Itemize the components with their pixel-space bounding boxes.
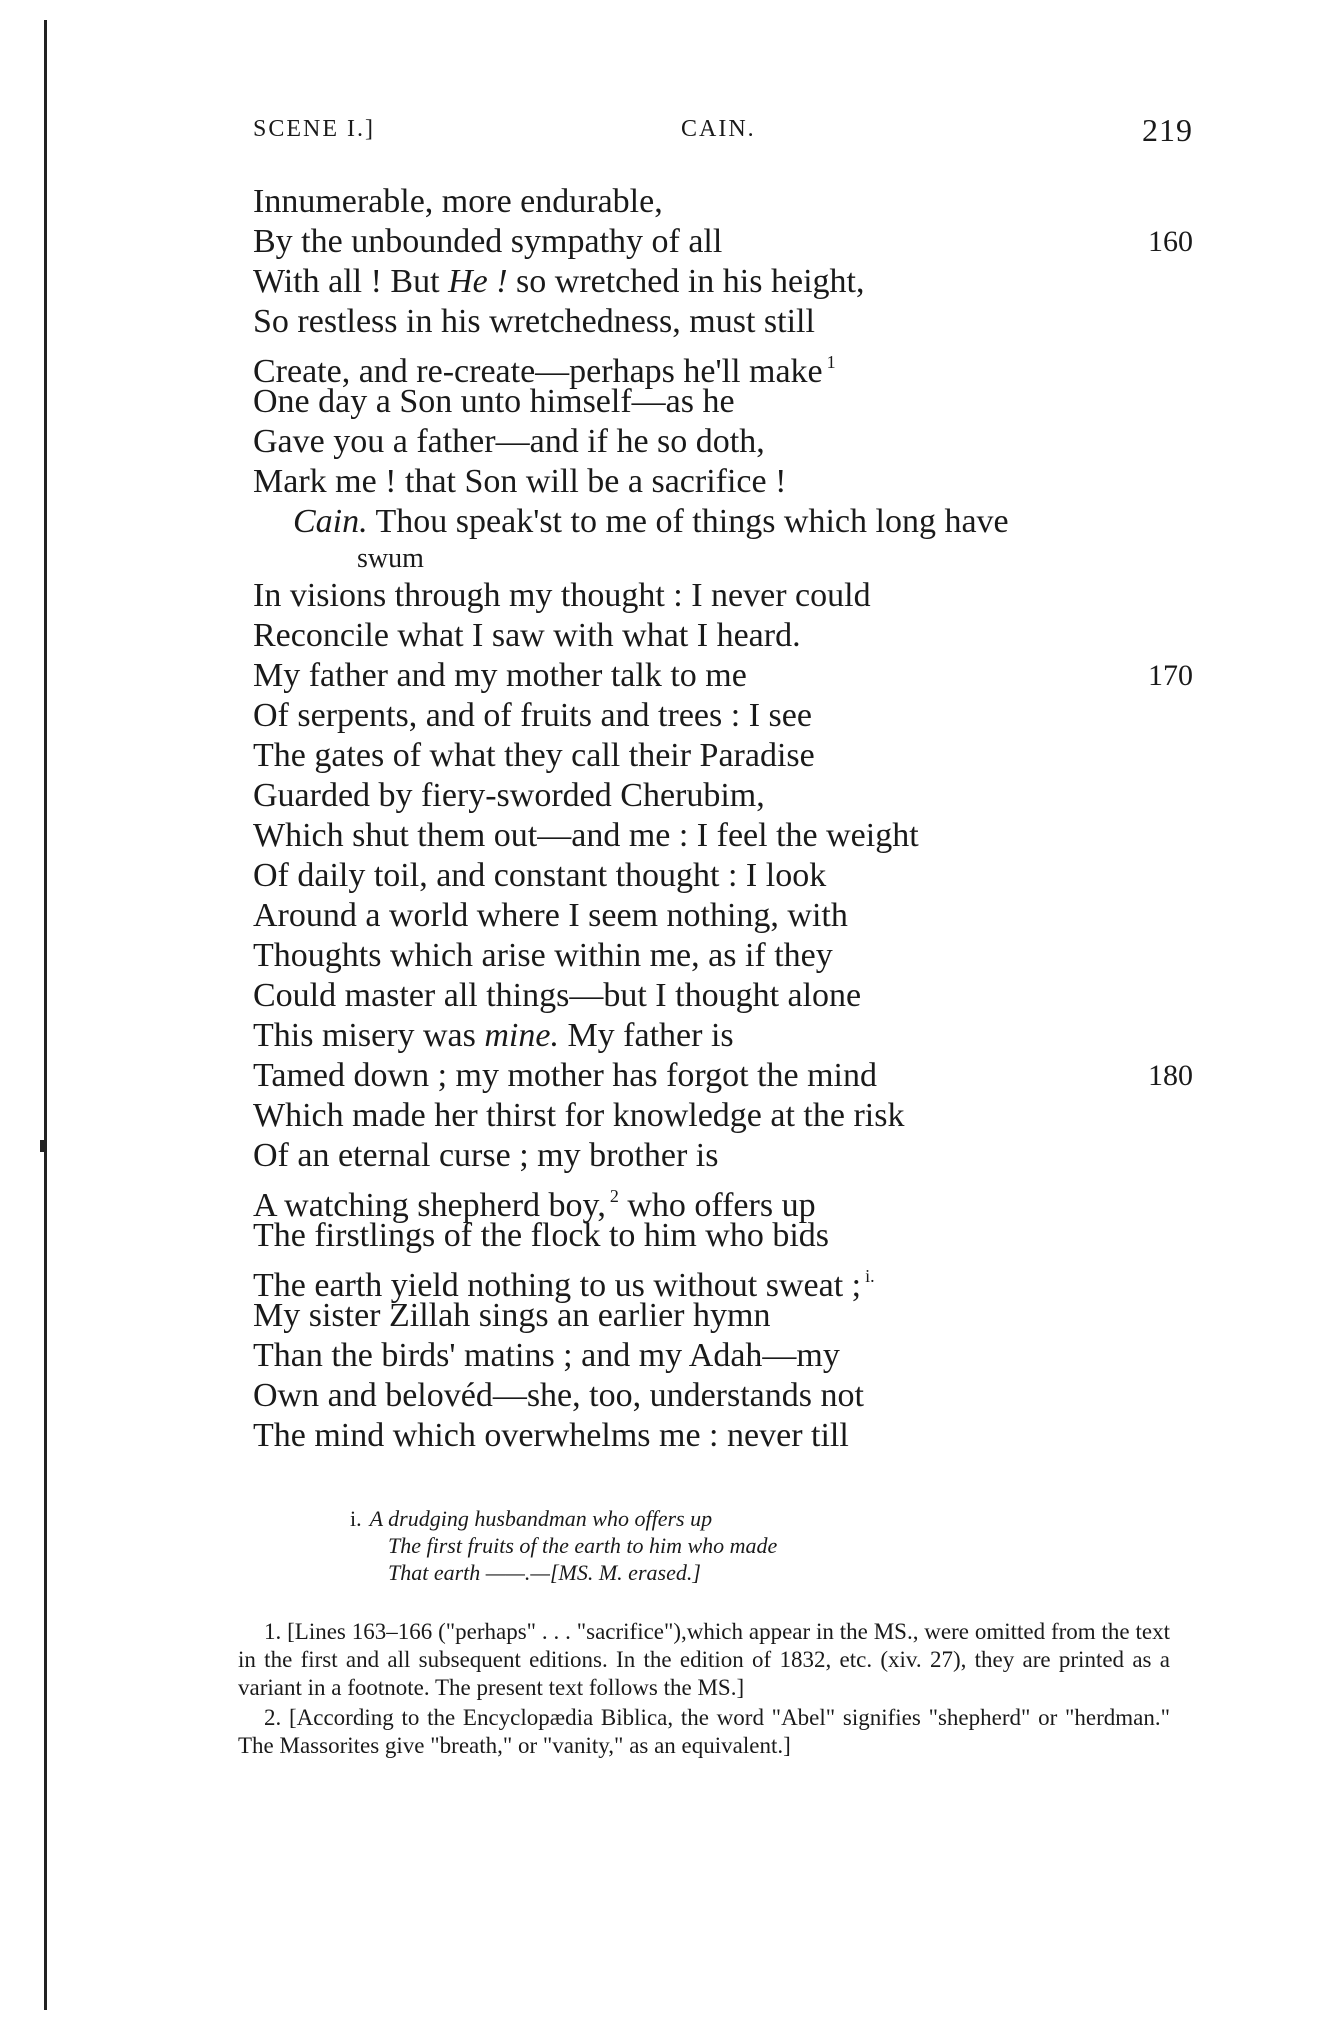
poem-line [253,1096,1193,1136]
poem-line [253,1416,1193,1456]
poem-line [253,1216,1193,1256]
poem-line [253,696,1193,736]
poem-line [253,262,1193,302]
poem-line [253,1056,1193,1096]
poem-line [253,1176,1193,1224]
line-text: Which shut them out—and me : I feel the weight [253,817,919,854]
poem-line [253,656,1193,696]
line-text: Could master all things—but I thought alone [253,977,862,1014]
line-text: Which made her thirst for knowledge at the risk [253,1097,905,1134]
line-text: Thoughts which arise within me, as if they [253,937,833,974]
line-text: so wretched in his height, [507,263,865,300]
poem-line [253,302,1193,342]
emphasis-text: mine. [484,1017,559,1054]
poem-line [253,736,1193,776]
line-text: who offers up [618,1187,816,1224]
variant-line [350,1505,1050,1532]
line-text: A watching shepherd boy, [253,1187,606,1224]
footnote-1: 1. [Lines 163–166 ("perhaps" . . . "sacrifice"),which appear in the MS., were omitted from the text in the first and all subsequent editions. In the edition of 1832, etc. (xiv. 27), they are printed as a variant in a footnote. The present text follows the MS.] [238,1619,1170,1700]
variant-line: The first fruits of the earth to him who made [388,1533,778,1558]
line-text: The gates of what they call their Paradise [253,737,815,774]
line-text: The firstlings of the flock to him who bids [253,1217,830,1254]
poem-line [253,1336,1193,1376]
footnote-ref: 2 [609,1186,619,1206]
poem-line [253,462,1193,502]
footnote-ref: i. [865,1266,875,1286]
speaker-name: Cain. [293,503,368,540]
poem-line [253,776,1193,816]
line-text: Than the birds' matins ; and my Adah—my [253,1337,840,1374]
line-text: Of an eternal curse ; my brother is [253,1137,719,1174]
line-text: One day a Son unto himself—as he [253,383,735,420]
line-text: My father and my mother talk to me [253,657,747,694]
poem-line [253,896,1193,936]
poem-line [253,576,1193,616]
line-text: With all ! But [253,263,449,300]
page-number: 219 [1142,112,1193,148]
margin-mark [40,1140,47,1152]
poem-line [253,502,1193,542]
footnote-2: 2. [According to the Encyclopædia Biblica, the word "Abel" signifies "shepherd" or "herdman." The Massorites give "breath," or "vanity," as an equivalent.] [238,1705,1170,1758]
variant-text: A drudging husbandman who offers up [369,1506,713,1531]
line-number: 160 [1148,225,1193,258]
poem-line [253,422,1193,462]
poem-line [253,1016,1193,1056]
line-number: 170 [1148,659,1193,692]
line-text: Around a world where I seem nothing, with [253,897,848,934]
line-number: 180 [1148,1059,1193,1092]
poem-line [253,936,1193,976]
variant-note [350,1505,1050,1586]
line-text: So restless in his wretchedness, must still [253,303,815,340]
poem-line [253,976,1193,1016]
running-header [253,112,1193,152]
line-text: Tamed down ; my mother has forgot the mind [253,1057,878,1094]
line-text: This misery was [253,1017,485,1054]
poem-line [253,816,1193,856]
line-text: Innumerable, more endurable, [253,183,663,220]
poem-line [253,182,1193,222]
line-text: swum [357,543,424,574]
line-text: Of serpents, and of fruits and trees : I see [253,697,812,734]
line-text: The earth yield nothing to us without sweat ; [253,1267,862,1304]
line-text: Guarded by fiery-sworded Cherubim, [253,777,765,814]
line-text: By the unbounded sympathy of all [253,223,723,260]
footnote-ref: 1 [826,352,836,372]
poem-line [253,1376,1193,1416]
running-title: CAIN. [681,116,756,142]
line-text: In visions through my thought : I never could [253,577,871,614]
poem-line [253,1296,1193,1336]
line-text: The mind which overwhelms me : never till [253,1417,849,1454]
line-text: Of daily toil, and constant thought : I look [253,857,827,894]
line-text: Thou speak'st to me of things which long have [367,503,1009,540]
line-text: Own and belovéd—she, too, understands not [253,1377,864,1414]
footnotes [238,1618,1170,1762]
emphasis-text: He ! [448,263,508,300]
page-edge-line [44,20,47,2010]
poem-line [253,222,1193,262]
scene-label: SCENE I.] [253,116,375,142]
line-text: Reconcile what I saw with what I heard. [253,617,801,654]
poem-line [253,342,1193,390]
poem-line [253,1256,1193,1304]
variant-label: i. [350,1506,362,1531]
variant-line: That earth ——.—[MS. M. erased.] [388,1560,701,1585]
poem-text [253,182,1193,1456]
line-text: Mark me ! that Son will be a sacrifice ! [253,463,787,500]
poem-line [253,382,1193,422]
poem-line [253,542,1193,576]
line-text: My sister Zillah sings an earlier hymn [253,1297,771,1334]
poem-line [253,856,1193,896]
poem-line [253,1136,1193,1176]
line-text: Gave you a father—and if he so doth, [253,423,765,460]
poem-line [253,616,1193,656]
line-text: My father is [558,1017,734,1054]
line-text: Create, and re-create—perhaps he'll make [253,353,823,390]
